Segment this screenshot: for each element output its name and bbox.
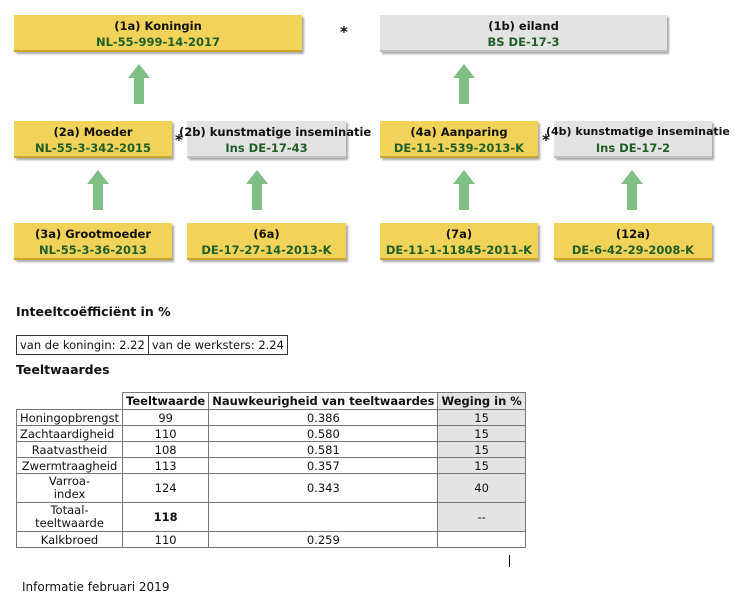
pedigree-box-1b	[380, 15, 667, 52]
box-title: (2a) Moeder	[53, 125, 133, 139]
row-label: Honingopbrengst	[17, 410, 123, 426]
row-accuracy: 0.357	[209, 458, 438, 474]
pedigree-box-4a	[380, 121, 538, 158]
row-accuracy: 0.343	[209, 474, 438, 503]
row-label: Zachtaardigheid	[17, 426, 123, 442]
arrow-up-icon	[128, 64, 150, 104]
combination-star: *	[340, 23, 348, 41]
text-cursor	[509, 555, 510, 567]
row-label-line1: Varroa-	[48, 474, 91, 488]
pedigree-box-12a	[554, 223, 712, 260]
row-weight: 40	[438, 474, 525, 503]
box-title: (4a) Aanparing	[410, 125, 508, 139]
table-row	[17, 458, 526, 474]
box-code: DE-11-1-539-2013-K	[393, 141, 525, 155]
row-weight: 15	[438, 410, 525, 426]
table-row	[17, 426, 526, 442]
row-accuracy: 0.580	[209, 426, 438, 442]
box-code: Ins DE-17-43	[225, 141, 308, 155]
box-title: (1b) eiland	[488, 19, 559, 33]
box-code: NL-55-999-14-2017	[95, 35, 221, 49]
table-row	[17, 442, 526, 458]
row-value: 110	[123, 532, 209, 548]
row-value: 124	[123, 474, 209, 503]
combination-star: *	[175, 131, 183, 149]
box-code: DE-6-42-29-2008-K	[571, 243, 695, 257]
table-row	[17, 474, 526, 503]
row-value: 118	[123, 503, 209, 532]
row-label-line2: index	[53, 487, 86, 501]
pedigree-box-2a	[14, 121, 172, 158]
box-title: (1a) Koningin	[114, 19, 202, 33]
row-label: Zwermtraagheid	[17, 458, 123, 474]
row-accuracy: 0.581	[209, 442, 438, 458]
header-weight: Weging in %	[438, 393, 525, 410]
row-accuracy: 0.259	[209, 532, 438, 548]
pedigree-box-6a	[187, 223, 346, 260]
row-label-line1: Totaal-	[50, 503, 89, 517]
arrow-up-icon	[246, 170, 268, 210]
pedigree-box-3a	[14, 223, 172, 260]
table-row	[17, 532, 526, 548]
box-code: NL-55-3-342-2015	[34, 141, 152, 155]
row-value: 110	[123, 426, 209, 442]
box-code: NL-55-3-36-2013	[38, 243, 148, 257]
row-value: 99	[123, 410, 209, 426]
row-label: Kalkbroed	[17, 532, 123, 548]
box-title: (4b) kunstmatige inseminatie	[546, 125, 730, 138]
box-title: (6a)	[253, 227, 280, 241]
box-title: (2b) kunstmatige inseminatie	[179, 125, 372, 139]
pedigree-box-2b	[179, 121, 372, 158]
box-code: DE-11-1-11845-2011-K	[385, 243, 533, 257]
arrow-up-icon	[621, 170, 643, 210]
pedigree-box-1a	[14, 15, 302, 52]
breeding-values-heading: Teeltwaardes	[16, 362, 110, 377]
row-label	[17, 503, 123, 532]
row-value: 113	[123, 458, 209, 474]
inbreeding-heading: Inteeltcoëfficiënt in %	[16, 304, 171, 319]
box-code: BS DE-17-3	[487, 35, 560, 49]
combination-star: *	[542, 131, 550, 149]
arrow-up-icon	[87, 170, 109, 210]
footer-info: Informatie februari 2019	[22, 580, 170, 594]
table-row	[17, 410, 526, 426]
row-label: Raatvastheid	[17, 442, 123, 458]
header-blank	[17, 393, 123, 410]
row-weight: 15	[438, 458, 525, 474]
row-label	[17, 474, 123, 503]
row-weight: --	[438, 503, 525, 532]
pedigree-box-7a	[380, 223, 538, 260]
row-weight: 15	[438, 442, 525, 458]
inbreeding-workers: van de werksters: 2.24	[148, 336, 287, 355]
box-code: DE-17-27-14-2013-K	[201, 243, 332, 257]
box-title: (12a)	[615, 227, 651, 241]
box-title: (3a) Grootmoeder	[34, 227, 152, 241]
arrow-up-icon	[453, 170, 475, 210]
row-accuracy	[209, 503, 438, 532]
row-weight	[438, 532, 525, 548]
row-weight: 15	[438, 426, 525, 442]
header-value: Teeltwaarde	[123, 393, 209, 410]
inbreeding-queen: van de koningin: 2.22	[17, 336, 149, 355]
box-title: (7a)	[445, 227, 473, 241]
row-value: 108	[123, 442, 209, 458]
header-accuracy: Nauwkeurigheid van teeltwaardes	[209, 393, 438, 410]
inbreeding-table	[16, 335, 288, 355]
breeding-values-table	[16, 392, 526, 548]
table-row	[17, 503, 526, 532]
box-code: Ins DE-17-2	[595, 141, 671, 155]
pedigree-box-4b	[546, 121, 730, 158]
arrow-up-icon	[453, 64, 475, 104]
row-accuracy: 0.386	[209, 410, 438, 426]
row-label-line2: teeltwaarde	[35, 516, 104, 530]
